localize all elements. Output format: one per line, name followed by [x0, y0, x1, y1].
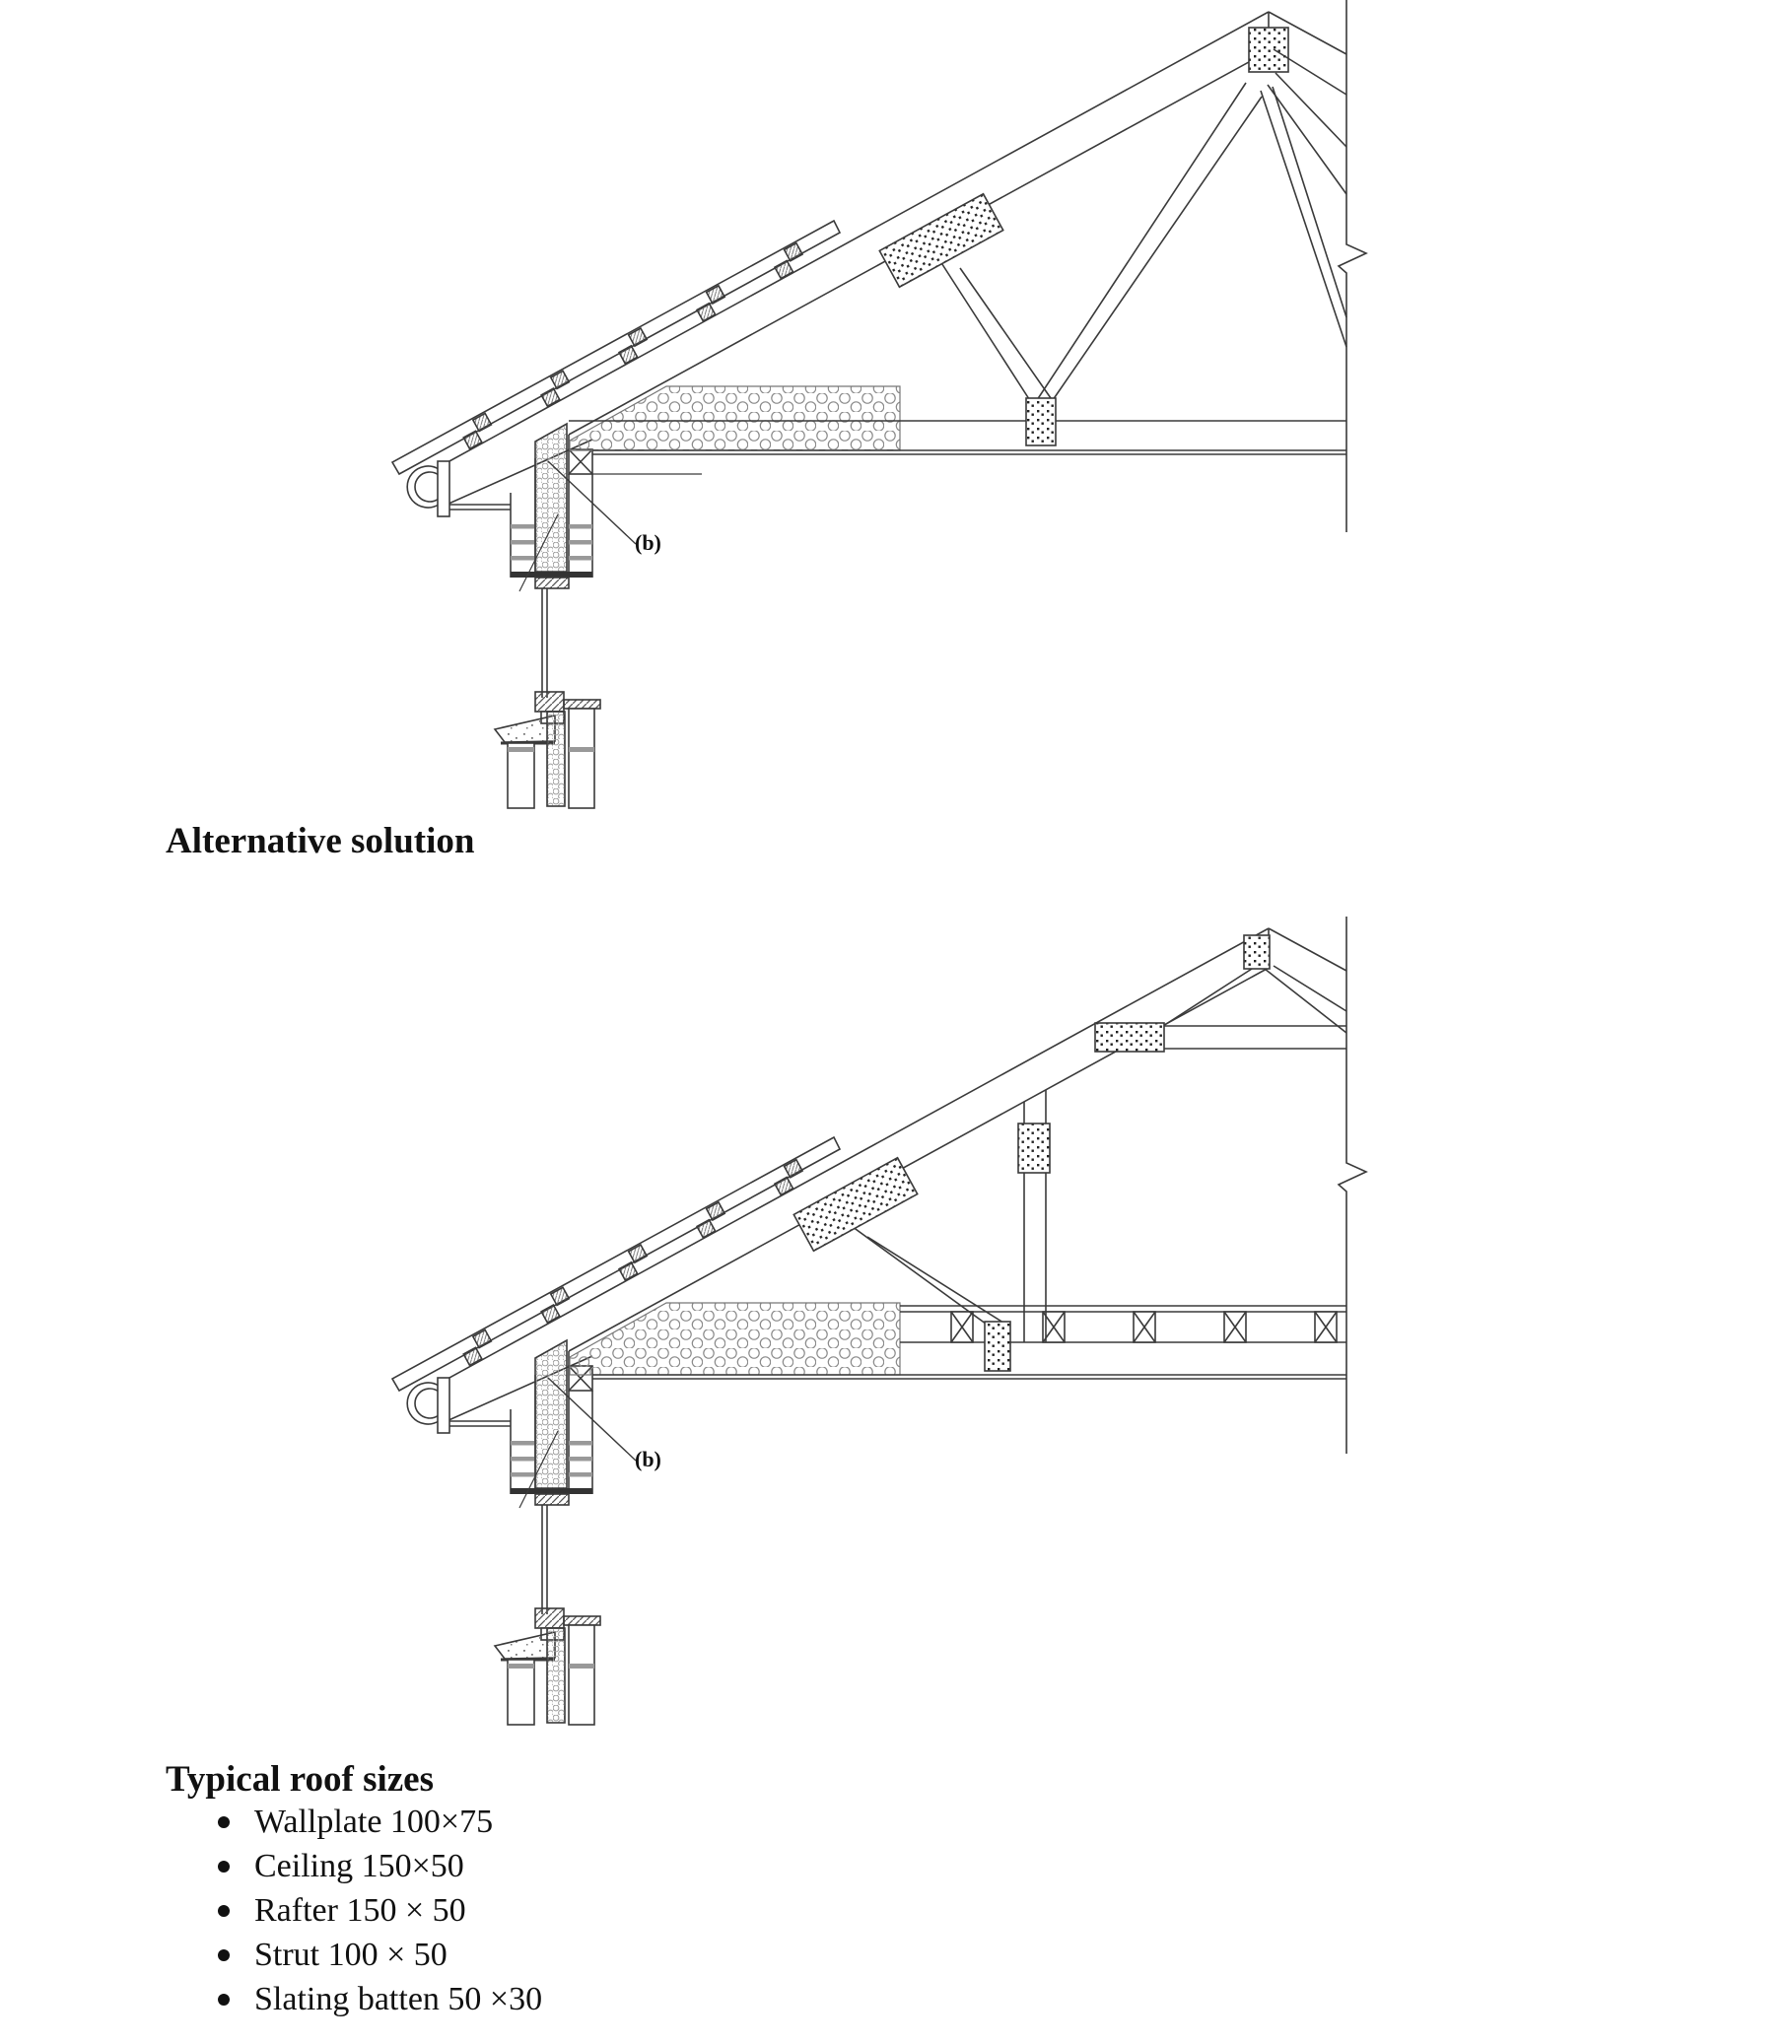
list-item-slating-batten: Slating batten 50 ×30: [254, 1977, 542, 2021]
rafter-nail-plate: [793, 1158, 917, 1251]
collar-nail-plate: [1095, 1023, 1164, 1052]
figure2-label-b: (b): [635, 1447, 661, 1471]
section-break-line: [1339, 0, 1366, 532]
tie-nail-plate: [985, 1322, 1010, 1371]
list-item-ceiling: Ceiling 150×50: [254, 1844, 542, 1888]
list-item-wallplate: Wallplate 100×75: [254, 1800, 542, 1844]
post-nail-plate: [1018, 1124, 1050, 1173]
list-item-strut: Strut 100 × 50: [254, 1933, 542, 1977]
right-side-members: [1269, 928, 1346, 1011]
rafter-nail-plate: [879, 194, 1002, 287]
truss-diagram-alternative: [392, 917, 1366, 1725]
figure1-label-b: (b): [635, 530, 661, 555]
alternative-solution-heading: Alternative solution: [166, 821, 475, 861]
roof-sizes-list: [254, 1800, 542, 2021]
apex-nail-plate: [1249, 28, 1288, 72]
truss-diagram-original: [392, 0, 1366, 808]
loft-insulation: [570, 1303, 900, 1375]
apex-nail-plate: [1244, 935, 1270, 969]
section-break-line: [1339, 917, 1366, 1454]
list-item-rafter: Rafter 150 × 50: [254, 1888, 542, 1933]
loft-insulation: [570, 386, 900, 450]
web-struts: [938, 83, 1262, 402]
typical-roof-sizes-heading: Typical roof sizes: [166, 1759, 434, 1800]
tie-nail-plate: [1026, 398, 1056, 445]
collar-beam: [1095, 969, 1346, 1052]
